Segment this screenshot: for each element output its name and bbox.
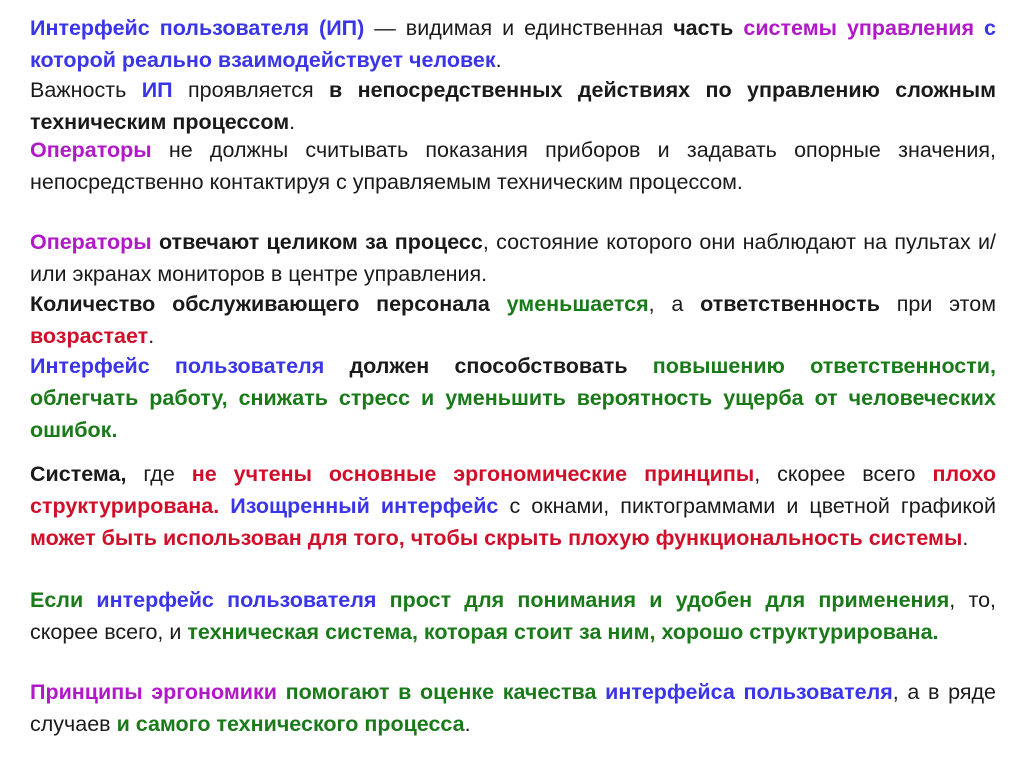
text-run [733, 16, 743, 40]
text-run: интерфейс пользователя [96, 588, 377, 612]
text-run: Операторы [30, 138, 152, 162]
paragraph-ui-should [30, 350, 996, 446]
text-run: при этом [880, 292, 996, 316]
text-run: Если [30, 588, 97, 612]
text-run [974, 16, 984, 40]
text-run: уменьшается [506, 292, 649, 316]
text-run: не учтены основные эргономические принципы [191, 462, 755, 486]
text-run: . [962, 526, 969, 550]
text-run: Принципы эргономики [30, 680, 277, 704]
text-run [277, 680, 286, 704]
text-run: . [464, 712, 471, 736]
text-run: интерфейса пользователя [605, 680, 893, 704]
text-run: помогают в оценке качества [285, 680, 597, 704]
text-run [490, 292, 507, 316]
paragraph-operators-responsibility [30, 226, 996, 290]
paragraph-ui-importance [30, 74, 996, 138]
text-run [152, 230, 159, 254]
paragraph-system-principles [30, 458, 996, 554]
text-run: не должны считывать показания приборов и задавать опорные значения, непосредственно контактируя с управляемым техническим процессом. [30, 138, 996, 194]
text-run: Важность [30, 78, 142, 102]
text-run: где [126, 462, 192, 486]
text-run: должен способствовать [349, 354, 628, 378]
text-run: плохо структурирована. [30, 462, 996, 518]
text-run: , скорее всего [754, 462, 933, 486]
text-run: прост для понимания и удобен для применения [376, 588, 950, 612]
paragraph-ui-definition [30, 12, 996, 76]
text-run: , состояние которого они наблюдают на пультах и/или экранах мониторов в центре управления. [30, 230, 996, 286]
text-run: . [289, 110, 296, 134]
text-run: часть [673, 16, 734, 40]
text-run: возрастает [30, 324, 149, 348]
text-run: проявляется [172, 78, 329, 102]
text-run: Интерфейс пользователя [30, 354, 325, 378]
text-run: может быть использован для того, чтобы скрыть плохую функциональность системы [30, 526, 963, 550]
text-run: техническая система, которая стоит за ним, хорошо структурирована. [187, 620, 939, 644]
text-run: Изощренный интерфейс [230, 494, 499, 518]
text-run: отвечают целиком за процесс [158, 230, 483, 254]
text-run [596, 680, 605, 704]
text-run: Интерфейс пользователя (ИП) [30, 16, 365, 40]
text-run: Количество обслуживающего персонала [30, 292, 490, 316]
text-run: , то, скорее всего, и [30, 588, 997, 644]
text-run: с окнами, пиктограммами и цветной графикой [498, 494, 996, 518]
paragraph-staff-count [30, 288, 996, 352]
text-run: Система, [30, 462, 127, 486]
text-run: в непосредственных действиях по управлению сложным техническим процессом [30, 78, 996, 134]
text-run: . [495, 48, 502, 72]
text-run: ИП [141, 78, 173, 102]
text-run [628, 354, 653, 378]
paragraph-ergonomics-principles [30, 676, 996, 740]
text-run: системы управления [743, 16, 975, 40]
text-run: . [148, 324, 155, 348]
text-run: , а в ряде случаев [30, 680, 996, 736]
text-run: Операторы [30, 230, 152, 254]
text-run [324, 354, 349, 378]
paragraph-if-ui-simple [30, 584, 996, 648]
paragraph-operators-readings [30, 134, 996, 198]
text-run: с которой реально взаимодействует человек [30, 16, 996, 72]
text-run: и самого технического процесса [116, 712, 465, 736]
text-run: повышению ответственности, облегчать работу, снижать стресс и уменьшить вероятность ущерба от человеческих ошибок. [30, 354, 996, 442]
text-run: , а [648, 292, 701, 316]
text-run: — видимая и единственная [364, 16, 674, 40]
text-run: ответственность [700, 292, 881, 316]
text-run [219, 494, 230, 518]
